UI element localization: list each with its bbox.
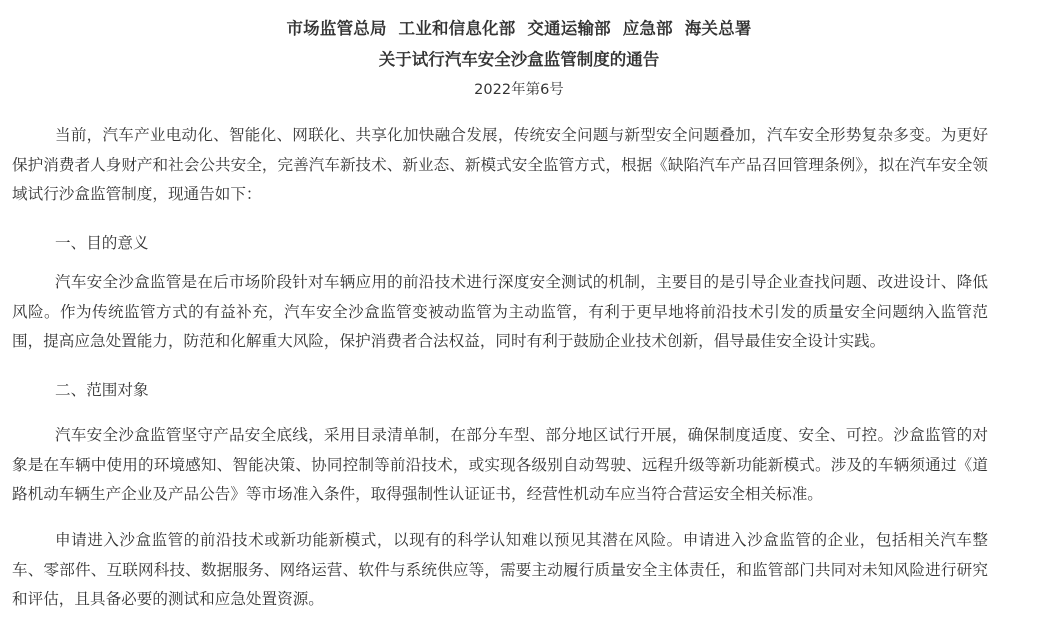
issuing-agencies: 市场监管总局 工业和信息化部 交通运输部 应急部 海关总署	[286, 19, 752, 38]
section-heading-scope: 二、范围对象	[55, 381, 149, 399]
scope-paragraph-1: 汽车安全沙盒监管坚守产品安全底线，采用目录清单制，在部分车型、部分地区试行开展，确保制度适度、安全、可控。沙盒监管的对象是在车辆中使用的环境感知、智能决策、协同控制等前沿技术，或实现各级别自动驾驶、远程升级等新功能新模式。涉及的车辆须通过《道路机动车辆生产企业及产品公告》等市场准入条件，取得强制性认证证书，经营性机动车应当符合营运安全相关标准。	[12, 426, 988, 503]
purpose-paragraph: 汽车安全沙盒监管是在后市场阶段针对车辆应用的前沿技术进行深度安全测试的机制，主要目的是引导企业查找问题、改进设计、降低风险。作为传统监管方式的有益补充，汽车安全沙盒监管变被动监管为主动监管，有利于更早地将前沿技术引发的质量安全问题纳入监管范围，提高应急处置能力，防范和化解重大风险，保护消费者合法权益，同时有利于鼓励企业技术创新，倡导最佳安全设计实践。	[12, 273, 988, 350]
section-heading-purpose: 一、目的意义	[55, 234, 149, 252]
intro-paragraph: 当前，汽车产业电动化、智能化、网联化、共享化加快融合发展，传统安全问题与新型安全问题叠加，汽车安全形势复杂多变。为更好保护消费者人身财产和社会公共安全，完善汽车新技术、新业态、新模式安全监管方式，根据《缺陷汽车产品召回管理条例》，拟在汽车安全领域试行沙盒监管制度，现通告如下：	[12, 126, 988, 203]
document-title: 关于试行汽车安全沙盒监管制度的通告	[378, 50, 660, 69]
document-number: 2022年第6号	[474, 82, 564, 98]
scope-paragraph-2: 申请进入沙盒监管的前沿技术或新功能新模式，以现有的科学认知难以预见其潜在风险。申请进入沙盒监管的企业，包括相关汽车整车、零部件、互联网科技、数据服务、网络运营、软件与系统供应等，需要主动履行质量安全主体责任，和监管部门共同对未知风险进行研究和评估，且具备必要的测试和应急处置资源。	[12, 531, 988, 608]
